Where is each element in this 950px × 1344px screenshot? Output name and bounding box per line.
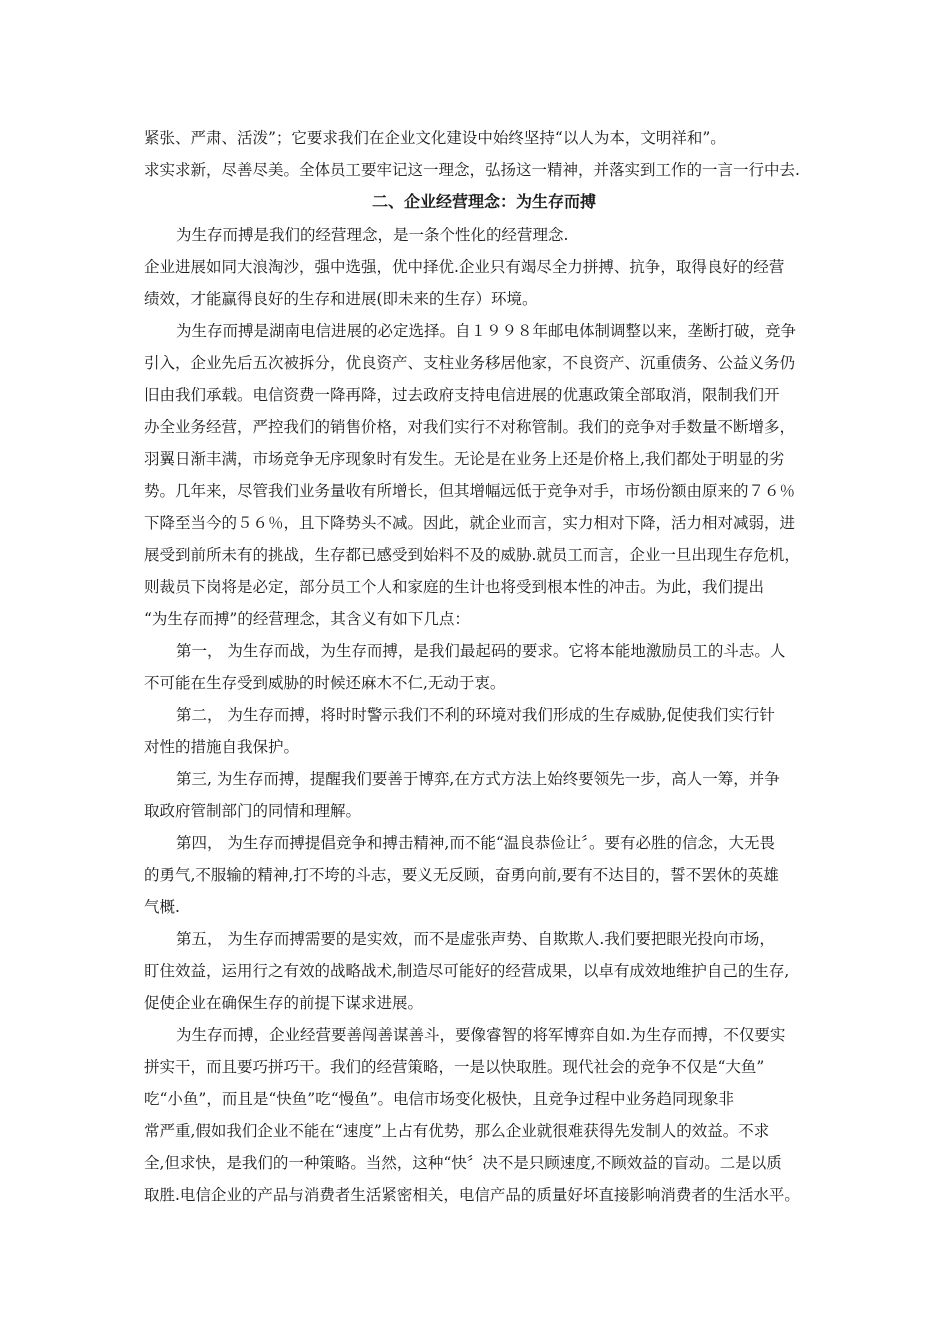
text-line: 则裁员下岗将是必定，部分员工个人和家庭的生计也将受到根本性的冲击。为此，我们提出 (144, 578, 765, 596)
text-line: 求实求新，尽善尽美。全体员工要牢记这一理念，弘扬这一精神，并落实到工作的一言一行中去. (144, 161, 800, 179)
text-line: 第四， 为生存而搏提倡竞争和搏击精神,而不能“温良恭俭让〞。要有必胜的信念，大无畏 (176, 834, 776, 852)
text-line: 企业进展如同大浪淘沙，强中选强，优中择优.企业只有竭尽全力拼搏、抗争，取得良好的经营 (144, 258, 785, 276)
text-line: 取胜.电信企业的产品与消费者生活紧密相关，电信产品的质量好坏直接影响消费者的生活水平。 (144, 1186, 800, 1204)
text-line: 旧由我们承载。电信资费一降再降，过去政府支持电信进展的优惠政策全部取消，限制我们开 (144, 386, 780, 404)
text-line: 气概. (144, 898, 180, 916)
text-line: 展受到前所未有的挑战，生存都已感受到始料不及的威胁.就员工而言，企业一旦出现生存危机， (144, 546, 800, 564)
text-line: 拼实干，而且要巧拼巧干。我们的经营策略，一是以快取胜。现代社会的竞争不仅是“大鱼” (144, 1058, 765, 1076)
section-heading: 二、企业经营理念：为生存而搏 (371, 192, 596, 211)
text-line: 紧张、严肃、活泼”；它要求我们在企业文化建设中始终坚持“以人为本，文明祥和”。 (144, 129, 726, 147)
text-line: 绩效，才能赢得良好的生存和进展(即未来的生存）环境。 (144, 290, 538, 308)
text-line: 的勇气,不服输的精神,打不垮的斗志，要义无反顾，奋勇向前,要有不达目的，誓不罢休的英雄 (144, 866, 779, 884)
text-line: 不可能在生存受到威胁的时候还麻木不仁,无动于衷。 (144, 674, 506, 692)
text-line: 第三, 为生存而搏，提醒我们要善于博弈,在方式方法上始终要领先一步，高人一筹，并争 (176, 770, 780, 788)
text-line: 为生存而搏是湖南电信进展的必定选择。自１９９８年邮电体制调整以来，垄断打破，竞争 (176, 322, 797, 340)
text-line: 引入，企业先后五次被拆分，优良资产、支柱业务移居他家，不良资产、沉重债务、公益义务仍 (144, 354, 796, 372)
text-line: 为生存而搏是我们的经营理念，是一条个性化的经营理念. (176, 226, 569, 244)
text-line: 常严重,假如我们企业不能在“速度”上占有优势，那么企业就很难获得先发制人的效益。不求 (144, 1122, 770, 1140)
text-line: 为生存而搏，企业经营要善闯善谋善斗，要像睿智的将军博弈自如.为生存而搏，不仅要实 (176, 1026, 786, 1044)
text-line: 羽翼日渐丰满，市场竞争无序现象时有发生。无论是在业务上还是价格上,我们都处于明显的劣 (144, 450, 785, 468)
text-line: 对性的措施自我保护。 (144, 738, 300, 756)
text-line: 取政府管制部门的同情和理解。 (144, 802, 362, 820)
text-line: 第二， 为生存而搏，将时时警示我们不利的环境对我们形成的生存威胁,促使我们实行针 (176, 706, 775, 724)
text-line: 第五， 为生存而搏需要的是实效，而不是虚张声势、自欺欺人.我们要把眼光投向市场， (176, 930, 775, 948)
text-line: 第一， 为生存而战，为生存而搏，是我们最起码的要求。它将本能地激励员工的斗志。人 (176, 642, 786, 660)
text-line: 势。几年来，尽管我们业务量收有所增长，但其增幅远低于竞争对手，市场份额由原来的７６％ (144, 482, 796, 500)
text-line: 促使企业在确保生存的前提下谋求进展。 (144, 994, 424, 1012)
text-line: 吃“小鱼”，而且是“快鱼”吃“慢鱼”。电信市场变化极快，且竞争过程中业务趋同现象非 (144, 1090, 735, 1108)
text-line: 办全业务经营，严控我们的销售价格，对我们实行不对称管制。我们的竞争对手数量不断增多， (144, 418, 796, 436)
text-line: “为生存而搏”的经营理念，其含义有如下几点： (144, 610, 470, 628)
text-line: 盯住效益，运用行之有效的战略战术,制造尽可能好的经营成果，以卓有成效地维护自己的生存, (144, 962, 790, 980)
text-line: 下降至当今的５６％，且下降势头不减。因此，就企业而言，实力相对下降，活力相对减弱，进 (144, 514, 796, 532)
text-line: 全,但求快，是我们的一种策略。当然，这种“快〞决不是只顾速度,不顾效益的盲动。二是以质 (144, 1154, 782, 1172)
